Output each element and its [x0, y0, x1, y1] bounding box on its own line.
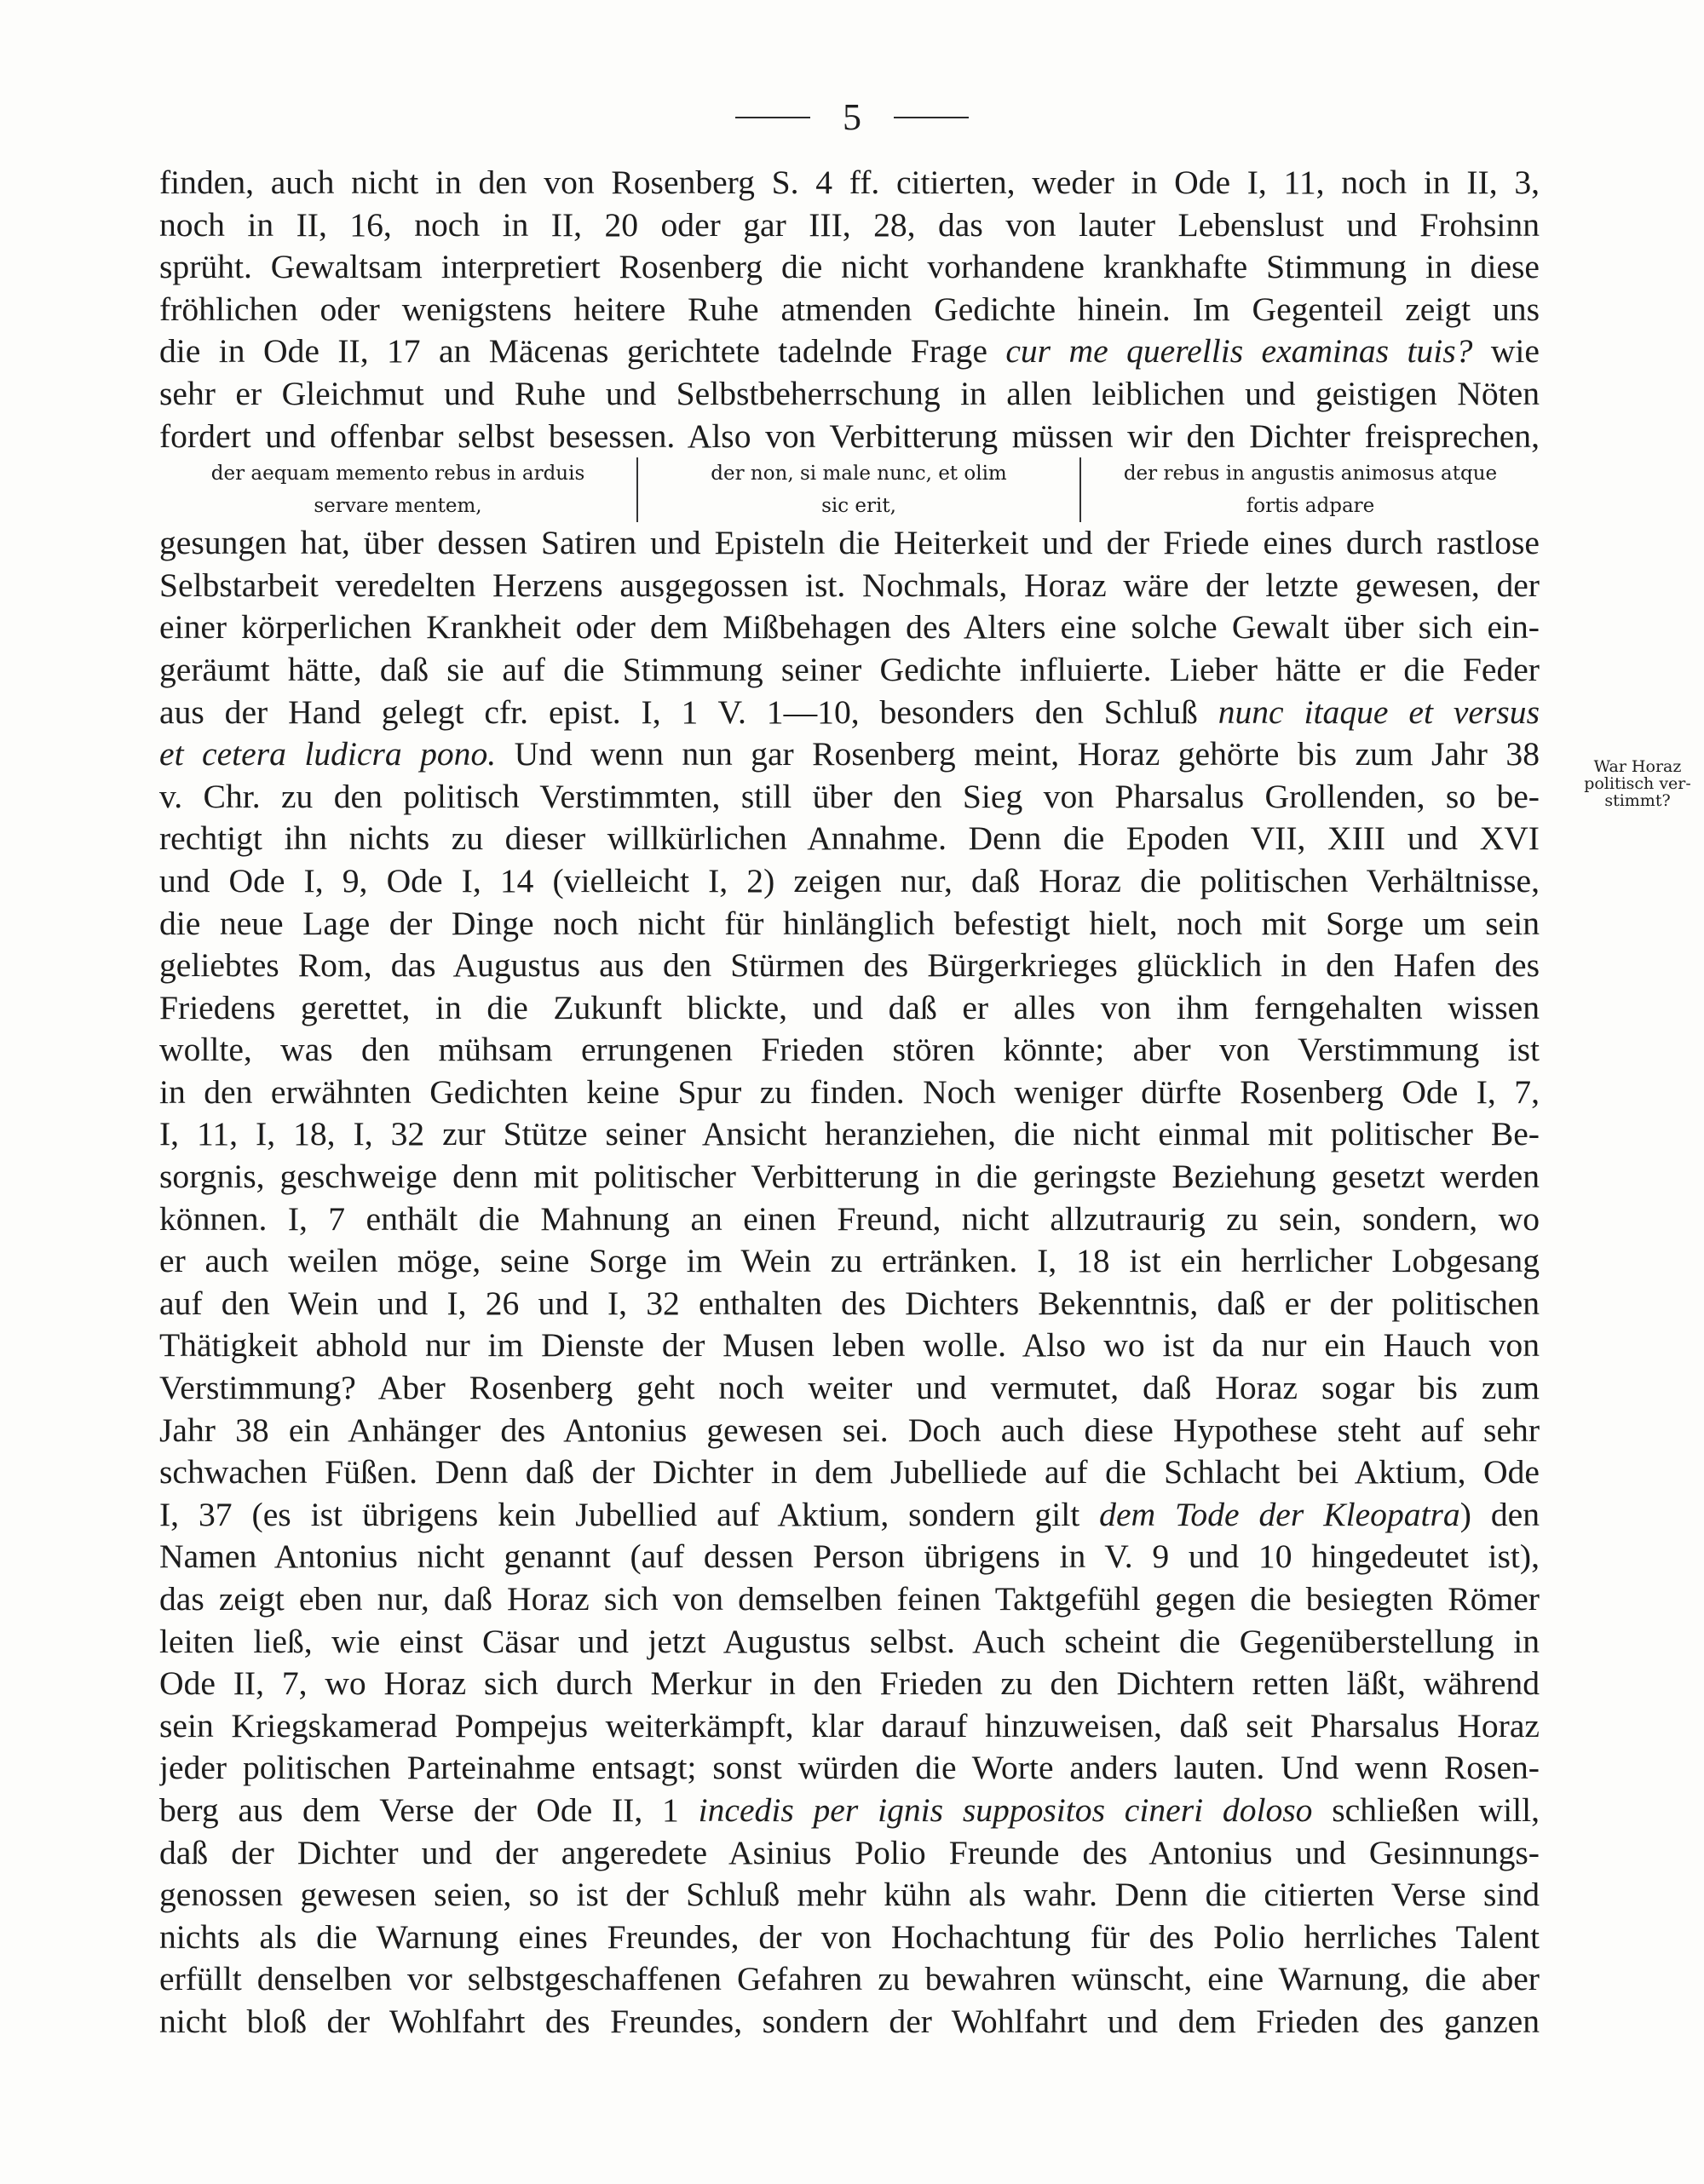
text-run: einer körperlichen Krankheit oder dem Mißbehagen des Alters eine solche Gewalt über sich ein-	[159, 608, 1540, 647]
text-run: I, 11, I, 18, I, 32 zur Stütze seiner Ansicht heranziehen, die nicht einmal mit politischer Be-	[159, 1115, 1540, 1153]
text-line	[159, 1156, 1540, 1198]
text-line	[159, 1367, 1540, 1410]
margin-note-line: politisch ver-	[1584, 774, 1691, 793]
quote-line: der rebus in angustis animosus atque	[1123, 463, 1498, 486]
text-line	[159, 289, 1540, 331]
text-line	[159, 1958, 1540, 2001]
text-line	[159, 733, 1540, 776]
header-rule-right	[894, 117, 969, 118]
latin-quote: dem Tode der Kleopatra	[1099, 1495, 1460, 1533]
text-run: I, 37 (es ist übrigens kein Jubellied auf Aktium, sondern gilt	[159, 1495, 1100, 1533]
text-run: die neue Lage der Dinge noch nicht für hinlänglich befestigt hielt, noch mit Sorge um sein	[159, 904, 1540, 942]
text-run: Ode II, 7, wo Horaz sich durch Merkur in den Frieden zu den Dichtern retten läßt, während	[159, 1664, 1540, 1703]
text-run: ) den	[1459, 1495, 1540, 1533]
text-run: Thätigkeit abhold nur im Dienste der Musen leben wolle. Also wo ist da nur ein Hauch von	[159, 1326, 1540, 1365]
header-rule-left	[735, 117, 810, 118]
quote-rebus-in-angustis	[1079, 457, 1540, 522]
text-line	[159, 860, 1540, 903]
text-line	[159, 565, 1540, 607]
text-run: und Ode I, 9, Ode I, 14 (vielleicht I, 2) zeigen nur, daß Horaz die politischen Verhältnisse,	[159, 861, 1540, 899]
latin-quote: nunc itaque et versus	[1218, 693, 1540, 731]
text-run: Selbstarbeit veredelten Herzens ausgegossen ist. Nochmals, Horaz wäre der letzte gewesen, der	[159, 566, 1540, 604]
text-run: sorgnis, geschweige denn mit politischer Verbitterung in die geringste Beziehung gesetzt werden	[159, 1158, 1540, 1196]
text-run: auf den Wein und I, 26 und I, 32 enthalten des Dichters Bekenntnis, daß er der politischen	[159, 1284, 1540, 1322]
text-run: jeder politischen Parteinahme entsagt; sonst würden die Worte anders lauten. Und wenn Rosen-	[159, 1749, 1540, 1787]
text-run: Verstimmung? Aber Rosenberg geht noch weiter und vermutet, daß Horaz sogar bis zum	[159, 1369, 1540, 1407]
text-run: fordert und offenbar selbst besessen. Also von Verbitterung müssen wir den Dichter freisprechen,	[159, 417, 1540, 455]
text-line	[159, 330, 1540, 373]
text-line	[159, 1917, 1540, 1959]
text-line	[159, 1705, 1540, 1748]
text-line	[159, 1325, 1540, 1367]
text-line	[159, 903, 1540, 945]
text-line	[159, 416, 1540, 458]
quote-line: sic erit,	[821, 495, 896, 518]
text-run: die in Ode II, 17 an Mäcenas gerichtete tadelnde Frage	[159, 332, 1006, 371]
quoted-verses	[159, 457, 1540, 522]
text-run: geliebtes Rom, das Augustus aus den Stürmen des Bürgerkrieges glücklich in den Hafen des	[159, 946, 1540, 985]
text-run: noch in II, 16, noch in II, 20 oder gar III, 28, das von lauter Lebenslust und Frohsinn	[159, 205, 1540, 244]
text-run: finden, auch nicht in den von Rosenberg S. 4 ff. citierten, weder in Ode I, 11, noch in II, 3,	[159, 164, 1540, 201]
text-run: rechtigt ihn nichts zu dieser willkürlichen Annahme. Denn die Epoden VII, XIII und XVI	[159, 819, 1540, 858]
latin-quote: et cetera ludicra pono.	[159, 735, 497, 773]
text-line	[159, 1747, 1540, 1790]
text-run: sprüht. Gewaltsam interpretiert Rosenberg die nicht vorhandene krankhafte Stimmung in diese	[159, 248, 1540, 286]
text-line	[159, 1832, 1540, 1875]
text-run: in den erwähnten Gedichten keine Spur zu finden. Noch weniger dürfte Rosenberg Ode I, 7,	[159, 1072, 1540, 1111]
text-run: erfüllt denselben vor selbstgeschaffenen Gefahren zu bewahren wünscht, eine Warnung, die aber	[159, 1960, 1540, 1998]
text-run: Namen Antonius nicht genannt (auf dessen Person übrigens in V. 9 und 10 hingedeutet ist),	[159, 1537, 1540, 1576]
text-run: aus der Hand gelegt cfr. epist. I, 1 V. 1—10, besonders den Schluß	[159, 693, 1218, 731]
text-run: gesungen hat, über dessen Satiren und Episteln die Heiterkeit und der Friede eines durch rastlose	[159, 524, 1540, 562]
quote-line: servare mentem,	[314, 495, 482, 518]
text-line	[159, 1072, 1540, 1114]
text-line	[159, 692, 1540, 734]
text-line	[159, 1874, 1540, 1917]
text-run: sehr er Gleichmut und Ruhe und Selbstbeherrschung in allen leiblichen und geistigen Nöten	[159, 374, 1540, 412]
text-line	[159, 1621, 1540, 1664]
text-line	[159, 1790, 1540, 1832]
quote-aequam-memento	[159, 457, 636, 522]
quote-line: fortis adpare	[1246, 495, 1375, 518]
text-line	[159, 606, 1540, 649]
page-header	[0, 95, 1704, 139]
text-run: v. Chr. zu den politisch Verstimmten, still über den Sieg von Pharsalus Grollenden, so be-	[159, 777, 1540, 815]
paragraph-top	[159, 162, 1540, 457]
text-line	[159, 1536, 1540, 1578]
text-line	[159, 1663, 1540, 1705]
latin-quote: cur me querellis examinas tuis?	[1005, 332, 1473, 371]
text-run: fröhlichen oder wenigstens heitere Ruhe atmenden Gedichte hinein. Im Gegenteil zeigt uns	[159, 290, 1540, 328]
text-run: Jahr 38 ein Anhänger des Antonius gewesen sei. Doch auch diese Hypothese steht auf sehr	[159, 1411, 1540, 1449]
text-line	[159, 2001, 1540, 2043]
text-run: nichts als die Warnung eines Freundes, der von Hochachtung für des Polio herrliches Talent	[159, 1917, 1540, 1956]
paragraph-bottom	[159, 522, 1540, 2043]
text-line	[159, 522, 1540, 565]
text-line	[159, 649, 1540, 692]
text-line	[159, 246, 1540, 289]
text-run: sein Kriegskamerad Pompejus weiterkämpft, klar darauf hinzuweisen, daß seit Pharsalus Horaz	[159, 1706, 1540, 1744]
text-line	[159, 373, 1540, 416]
quote-line: der aequam memento rebus in arduis	[210, 463, 585, 486]
margin-note-line: stimmt?	[1604, 791, 1671, 810]
text-run: wie	[1472, 332, 1540, 371]
text-run: berg aus dem Verse der Ode II, 1	[159, 1790, 699, 1829]
text-line	[159, 1198, 1540, 1241]
text-line	[159, 945, 1540, 987]
quote-line: der non, si male nunc, et olim	[711, 463, 1007, 486]
text-line	[159, 1410, 1540, 1452]
text-run: daß der Dichter und der angeredete Asinius Polio Freunde des Antonius und Gesinnungs-	[159, 1833, 1540, 1871]
text-line	[159, 1240, 1540, 1283]
text-line	[159, 776, 1540, 819]
text-run: schwachen Füßen. Denn daß der Dichter in dem Jubelliede auf die Schlacht bei Aktium, Ode	[159, 1453, 1540, 1491]
margin-note	[1583, 758, 1692, 809]
text-run: wollte, was den mühsam errungenen Frieden stören könnte; aber von Verstimmung ist	[159, 1031, 1540, 1069]
text-run: nicht bloß der Wohlfahrt des Freundes, sondern der Wohlfahrt und dem Frieden des ganzen	[159, 2002, 1540, 2040]
text-run: er auch weilen möge, seine Sorge im Wein zu ertränken. I, 18 ist ein herrlicher Lobgesang	[159, 1242, 1540, 1280]
text-line	[159, 204, 1540, 247]
quote-si-male-nunc	[636, 457, 1079, 522]
text-line	[159, 1578, 1540, 1621]
text-line	[159, 1494, 1540, 1537]
text-run: genossen gewesen seien, so ist der Schluß mehr kühn als wahr. Denn die citierten Verse sind	[159, 1876, 1540, 1914]
text-line	[159, 1029, 1540, 1072]
text-line	[159, 1113, 1540, 1156]
text-run: können. I, 7 enthält die Mahnung an einen Freund, nicht allzutraurig zu sein, sondern, wo	[159, 1199, 1540, 1238]
text-line	[159, 162, 1540, 204]
text-line	[159, 818, 1540, 860]
text-run: das zeigt eben nur, daß Horaz sich von demselben feinen Taktgefühl gegen die besiegten Römer	[159, 1580, 1540, 1618]
page-number: 5	[843, 96, 861, 138]
text-run: Und wenn nun gar Rosenberg meint, Horaz gehörte bis zum Jahr 38	[496, 735, 1540, 773]
text-run: Friedens gerettet, in die Zukunft blickte, und daß er alles von ihm ferngehalten wissen	[159, 988, 1540, 1026]
text-line	[159, 1283, 1540, 1325]
text-run: geräumt hätte, daß sie auf die Stimmung seiner Gedichte influierte. Lieber hätte er die Feder	[159, 650, 1540, 688]
text-line	[159, 987, 1540, 1030]
latin-quote: incedis per ignis suppositos cineri doloso	[698, 1790, 1313, 1829]
body-text	[159, 162, 1540, 2043]
text-run: leiten ließ, wie einst Cäsar und jetzt Augustus selbst. Auch scheint die Gegenüberstellung in	[159, 1622, 1540, 1660]
text-line	[159, 1451, 1540, 1494]
margin-note-line: War Horaz	[1593, 757, 1682, 776]
text-run: schließen will,	[1312, 1790, 1540, 1829]
